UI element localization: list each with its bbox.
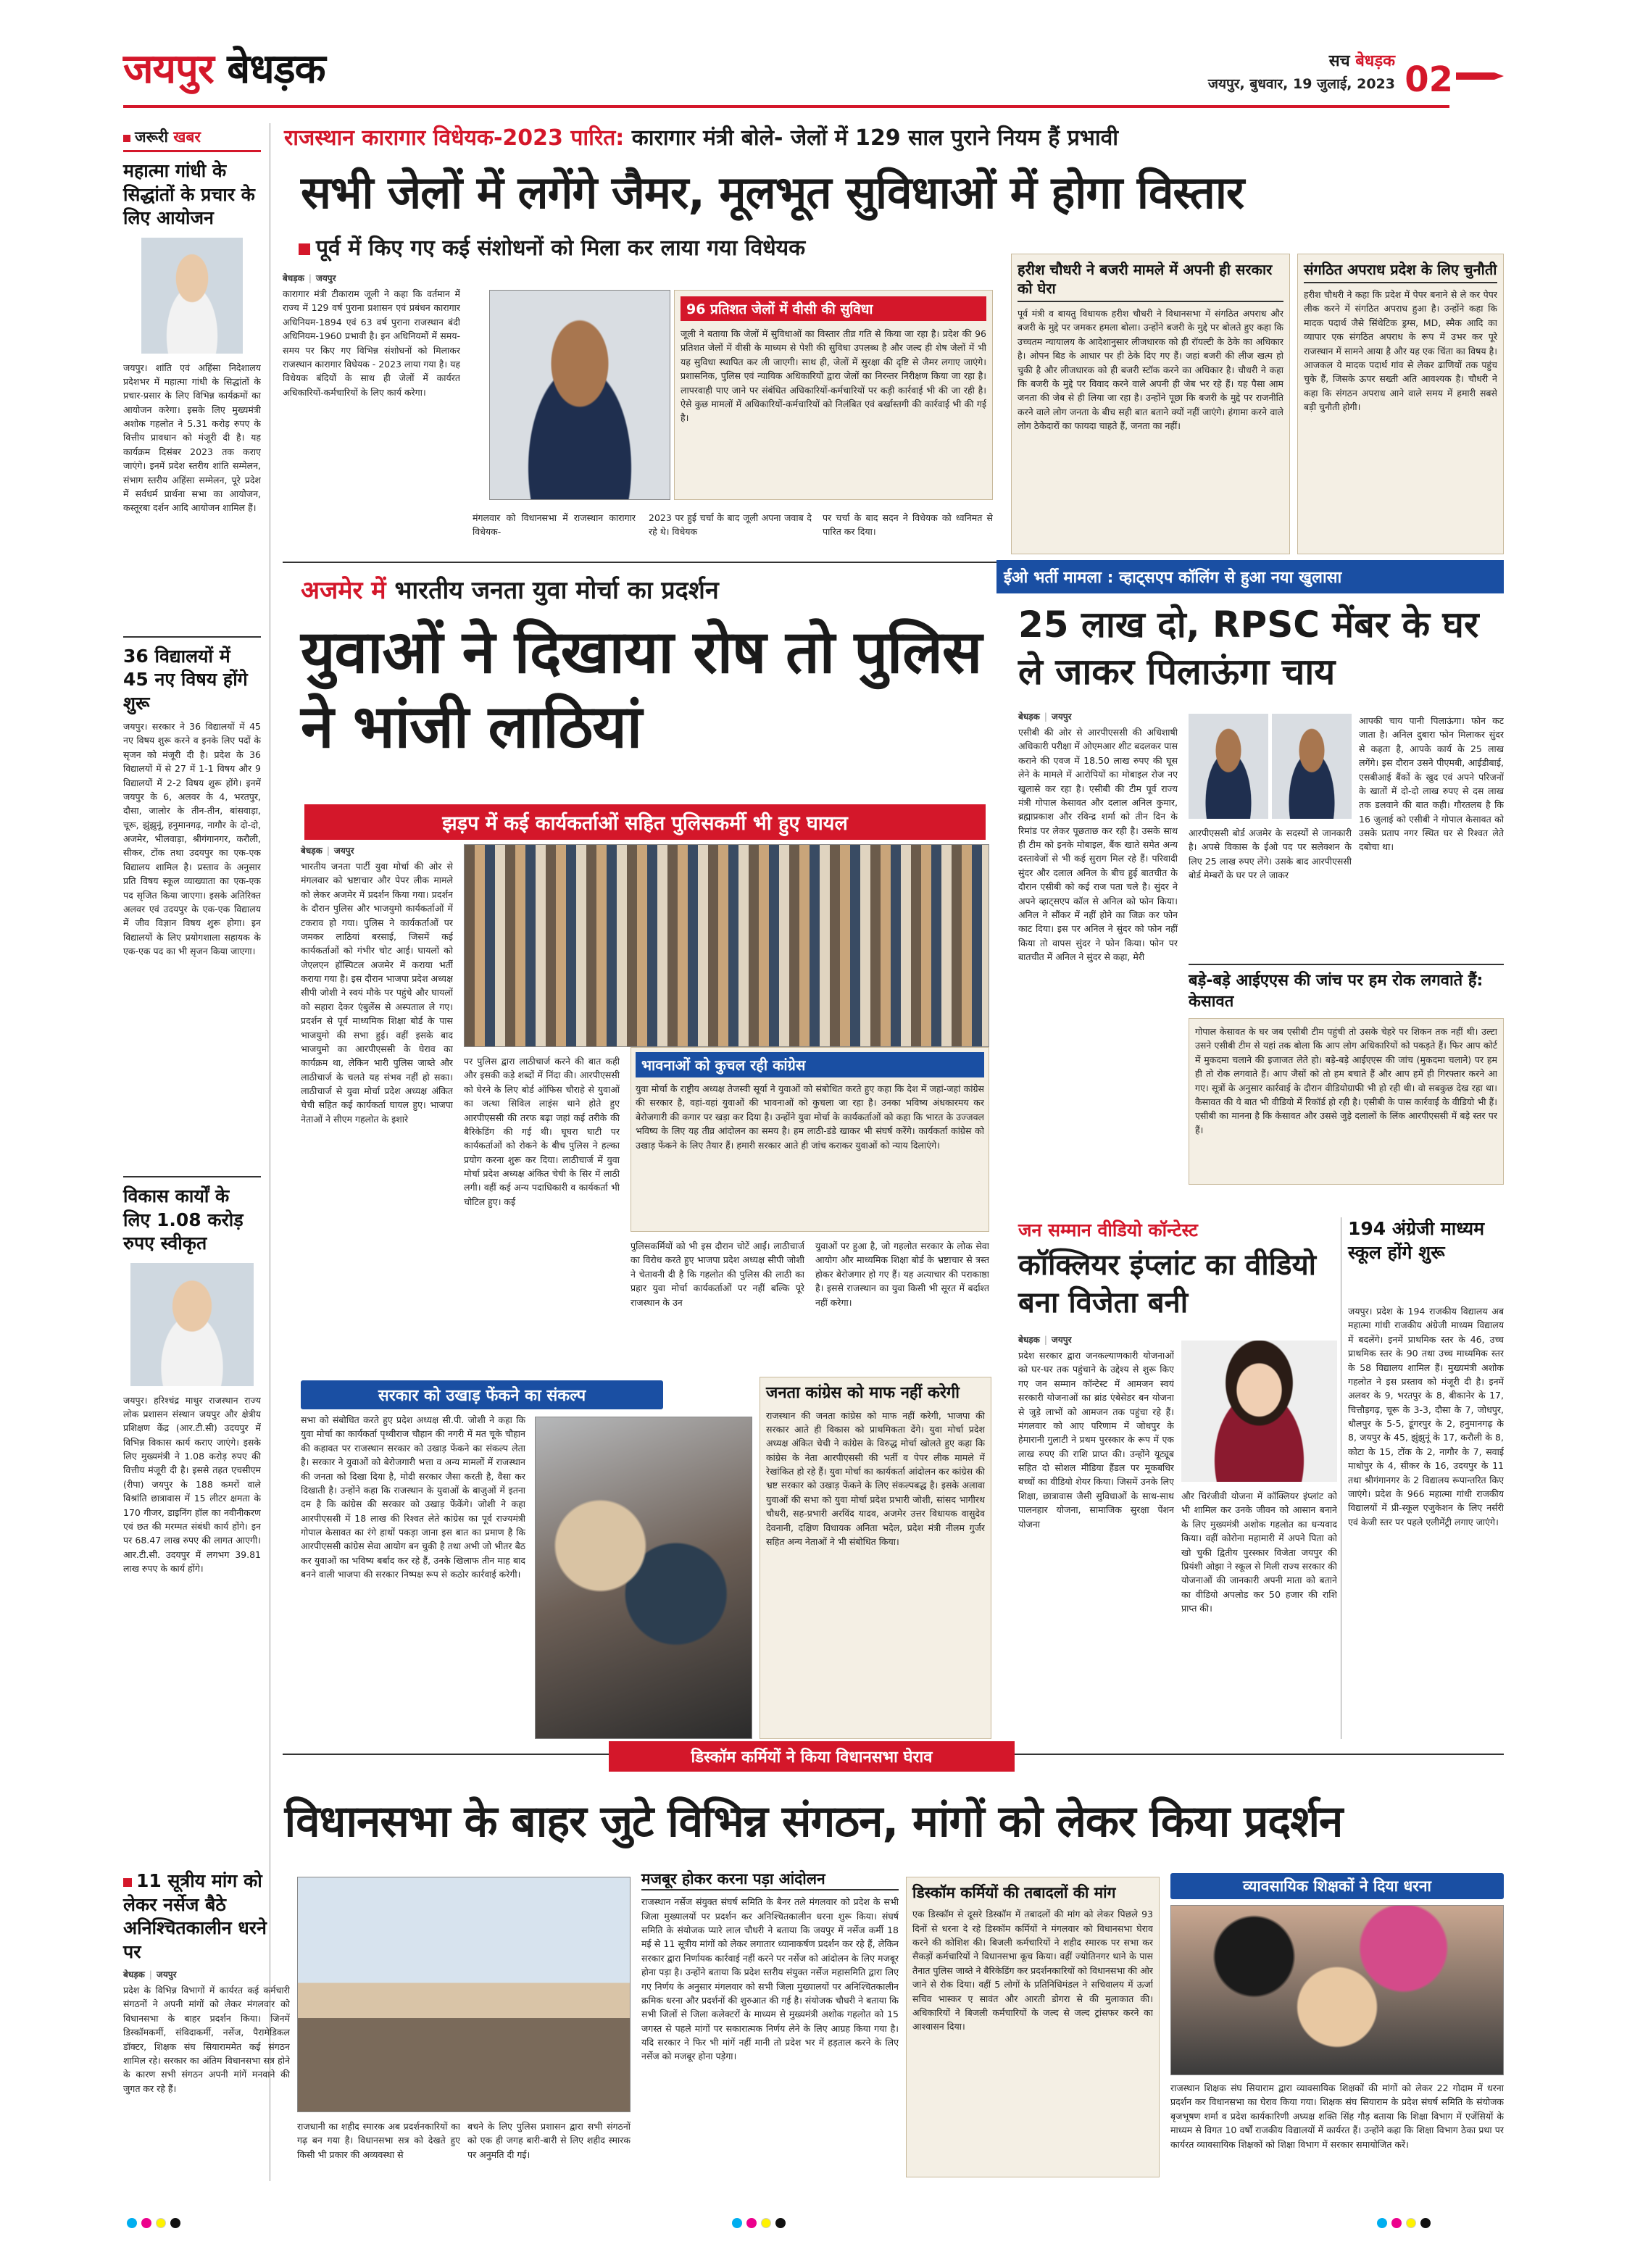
video-byline-a: बेधड़क: [1018, 1335, 1040, 1345]
vidhansabha-band: डिस्कॉम कर्मियों ने किया विधानसभा घेराव: [609, 1741, 1015, 1772]
english-schools-body: जयपुर। प्रदेश के 194 राजकीय विद्यालय अब महात्मा गांधी राजकीय अंग्रेजी माध्यम विद्यालय में बदलेंगे। इनमें प्राथमिक स्तर के 46, उच्च प्राथमिक स्तर के 90 तथा उच्च माध्यमिक स्तर के 58 विद्यालय शामिल हैं। मुख्यमंत्री अशोक गहलोत ने इस प्रस्ताव को मंजूरी दी है। इनमें अलवर के 9, भरतपुर के 8, बीकानेर के 17, चित्तौड़गढ़, चूरू के 3-3, दौसा के 7, जोधपुर, धौलपुर के 5-5, डूंगरपुर के 2, हनुमानगढ़ के 8, जयपुर के 45, झुंझुनूं के 17, करौली के 8, कोटा के 15, टोंक के 2, नागौर के 7, सवाई माधोपुर के 4, सीकर के 16, उदयपुर के 11 तथा श्रीगंगानगर के 2 विद्यालय रूपान्तरित किए जाएंगे। प्रदेश के 966 महात्मा गांधी राजकीय विद्यालयों में प्री-स्कूल एजुकेशन के लिए नर्सरी एवं केजी स्तर पर पहले एलीमेंट्री लगाए जाएंगे।: [1348, 1306, 1504, 1527]
lead-headline: सभी जेलों में लगेंगे जैमर, मूलभूत सुविधाओं में होगा विस्तार: [301, 166, 1244, 219]
lead-col2: मंगलवार को विधानसभा में राजस्थान कारागार विधेयक-: [473, 512, 636, 538]
brand-logo: [123, 40, 325, 95]
sidebar-story3-title: विकास कार्यों के लिए 1.08 करोड़ रुपए स्वीकृत: [123, 1185, 244, 1254]
nurses-box-body: राजस्थान नर्सेज संयुक्त संघर्ष समिति के बैनर तले मंगलवार को प्रदेश के सभी जिला मुख्यालयों पर प्रदर्शन कर अनिश्चितकालीन धरना शुरू किया। संघर्ष समिति के संयोजक प्यारे लाल चौधरी ने बताया कि जयपुर में नर्सेज कर्मी 18 मई से 11 सूत्रीय मांगों को लेकर लगातार ध्यानाकर्षण प्रदर्शन कर रहे हैं, लेकिन सरकार द्वारा निर्णायक कार्रवाई नहीं करने पर नर्सेज को आंदोलन के लिए मजबूर होना पड़ा है। उन्होंने बताया कि प्रदेश स्तरीय संयुक्त नर्सेज महासमिति द्वारा लिए गए निर्णय के अनुसार मंगलवार को सभी जिला मुख्यालयों पर अनिश्चितकालीन क्रमिक धरना और प्रदर्शनों की शुरुआत की गई है। संयोजक चौधरी ने बताया कि सभी जिलों से जिला कलेक्टरों के माध्यम से मुख्यमंत्री अशोक गहलोत को 15 जगस्त से पहले मांगों पर सकारात्मक निर्णय लेने के लिए आग्रह किया गया है। यदि सरकार ने फिर भी मांगें नहीं मानी तो प्रदेश भर में हड़ताल करने के लिए नर्सेज को मजबूर होना पड़ेगा।: [641, 1896, 899, 2062]
haresh-box: [1011, 254, 1290, 554]
teachers-box-body: राजस्थान शिक्षक संघ सियाराम द्वारा व्यावसायिक शिक्षकों की मांगों को लेकर 22 गोदाम में धरना प्रदर्शन कर विधानसभा का घेराव किया गया। शिक्षक संघ सियाराम के प्रदेश संघर्ष समिति के संयोजक बृजभूषण शर्मा व प्रदेश कार्यकारिणी अध्यक्ष शक्ति सिंह गौड़ बताया कि शिक्षा विभाग में एजेंसियों के माध्यम से विगत 10 वर्षों राजकीय विद्यालयों में कार्यरत हैं। उन्होंने कहा कि शिक्षा विभाग ठेका प्रथा पर कार्यरत व्यावसायिक शिक्षकों को शिक्षा विभाग में सरकार समायोजित करें।: [1170, 2083, 1504, 2150]
byline-sep: |: [308, 273, 312, 283]
kesavat-subhead-rule: [1189, 964, 1504, 965]
video-kicker: जन सम्मान वीडियो कॉन्टेस्ट: [1018, 1220, 1198, 1241]
video-col2: और चिरंजीवी योजना में कॉक्लियर इंप्लांट को भी शामिल कर उनके जीवन को आसान बनाने के लिए मुख्यमंत्री अशोक गहलोत का धन्यवाद किया। वहीं कोरोना महामारी में अपने पिता को खो चुकी द्वितीय पुरस्कार विजेता जयपुर की प्रियंशी ओझा ने स्कूल से मिली राज्य सरकार की योजनाओं की जानकारी अपनी माता को बताने का वीडियो अपलोड कर 50 हजार की राशि प्राप्त की।: [1181, 1491, 1337, 1614]
video-byline-b: जयपुर: [1051, 1335, 1072, 1345]
ajmer-headline: युवाओं ने दिखाया रोष तो पुलिस ने भांजी लाठियां: [301, 618, 982, 762]
winner-photo: [1181, 1341, 1337, 1482]
ajmer-byline: [301, 844, 453, 856]
vs-byline: [123, 1968, 290, 1980]
discom-box: [906, 1877, 1160, 2177]
ajmer-box: [631, 1047, 989, 1232]
jully-photo: [489, 290, 670, 500]
color-registration-left: [127, 2217, 185, 2231]
ajmer-kicker-a: अजमेर में: [301, 576, 386, 605]
ajmer-col2: पर पुलिस द्वारा लाठीचार्ज करने की बात कही और इसकी कड़े शब्दों में निंदा की। आरपीएससी को घेरने के लिए बोर्ड ऑफिस चौराहे से युवाओं का जत्था सिविल लाइंस थाने होते हुए आरपीएससी की तरफ बढ़ा जहां कई तरीके की बैरिकेडिंग की गई थी। घूघरा घाटी पर कार्यकर्ताओं को रोकने के बीच पुलिस ने हल्का प्रयोग करना शुरू कर दिया। लाठीचार्ज में युवा मोर्चा प्रदेश अध्यक्ष अंकित चेची के सिर में लाठी लगी। वहीं कई अन्य पदाधिकारी व कार्यकर्ता भी चोटिल हुए। कई: [464, 1056, 620, 1207]
rpsc-byline-b: जयपुर: [1051, 712, 1072, 722]
lead-byline-a: बेधड़क: [283, 273, 304, 283]
masthead-rule: [123, 105, 1449, 108]
video-col1-text: प्रदेश सरकार द्वारा जनकल्याणकारी योजनाओं को घर-घर तक पहुंचाने के उद्देश्य से शुरू किए गए जन सम्मान कॉन्टेस्ट में आमजन स्वयं सरकारी योजनाओं का ब्रांड एंबेसेडर बन योजना से जुड़े लाभों को आमजन तक पहुंचा रहे हैं। मंगलवार को आए परिणाम में जोधपुर के हेमारानी गुलाटी ने प्रथम पुरस्कार के रूप में एक लाख रुपए की राशि प्राप्त की। उन्होंने यूट्यूब सहित दो सोशल मीडिया हैंडल पर मूकबधिर बच्चों का वीडियो शेयर किया। जिसमें उनके लिए शिक्षा, छात्रावास जैसी सुविधाओं के साथ-साथ पालनहार योजना, सामाजिक सुरक्षा पेंशन योजना: [1018, 1350, 1174, 1530]
rpsc-band: ईओ भर्ती मामला : व्हाट्सएप कॉलिंग से हुआ नया खुलासा: [996, 560, 1504, 593]
sidebar-label: [123, 127, 261, 152]
sidebar-story3-body: जयपुर। हरिश्चंद्र माथुर राजस्थान राज्य लोक प्रशासन संस्थान जयपुर और क्षेत्रीय प्रशिक्षण केंद्र (आर.टी.सी) उदयपुर में विभिन्न विकास कार्य कराए जाएंगे। इसके लिए मुख्यमंत्री ने 1.08 करोड़ रुपए की वित्तीय मंजूरी दी है। इससे तहत एचसीएम (रीपा) जयपुर के 188 कमरों वाले विश्रांति छात्रावास में 15 लीटर क्षमता के 170 गीजर, डाइनिंग हॉल का नवीनीकरण एवं छत की मरम्मत संबंधी कार्य होंगे। इन पर 68.47 लाख रुपए की लागत आएगी। आर.टी.सी. उदयपुर में लगभग 39.81 लाख रुपए के कार्य होंगे।: [123, 1394, 261, 1574]
lead-byline: [283, 272, 460, 284]
teachers-box-title: व्यावसायिक शिक्षकों ने दिया धरना: [1170, 1873, 1504, 1899]
lead-box-body: जूली ने बताया कि जेलों में सुविधाओं का विस्तार तीव्र गति से किया जा रहा है। प्रदेश की 96 प्रतिशत जेलों में वीसी के माध्यम से पेशी की सुविधा उपलब्ध है और जल्द ही शेष जेलों में भी यह सुविधा स्थापित कर ली जाएगी। साथ ही, जेलों में सुरक्षा की दृष्टि से जैमर लगाए जाएंगे। प्रशासनिक, पुलिस एवं न्यायिक अधिकारियों द्वारा जेलों का निरन्तर निरीक्षण किया जा रहा है। लापरवाही पाए जाने पर संबंधित अधिकारियों-कर्मचारियों पर कड़ी कार्रवाई भी की जा रही है। ऐसे कुछ मामलों में अधिकारियों-कर्मचारियों को निलंबित एवं बर्खास्तगी की कार्रवाई भी की गई है।: [681, 328, 986, 424]
lead-kicker: [284, 122, 1502, 151]
accused-photo-2: [1272, 714, 1352, 819]
nurses-col: [123, 1869, 290, 2174]
ajmer-box-body: युवा मोर्चा के राष्ट्रीय अध्यक्ष तेजस्वी सूर्या ने युवाओं को संबोधित करते हुए कहा कि देश में जहां-जहां कांग्रेस की सरकार है, वहां-वहां युवाओं की भावनाओं को कुचला जा रहा है। उनका भविष्य अंधकारमय कर बेरोजगारी की कगार पर खड़ा कर दिया है। उन्होंने युवा मोर्चा के कार्यकर्ताओं को कहा कि भारत के उज्जवल भविष्य के लिए यह तीव्र आंदोलन का समय है। हम लाठी-डंडे खाकर भी संघर्ष करेंगे। कार्यकर्ता कांग्रेस को उखाड़ फेंकने के लिए तैयार हैं। हमारी सरकार आते ही जांच कराकर युवाओं को न्याय दिलाएंगे।: [636, 1083, 984, 1151]
vidhansabha-headline: विधानसभा के बाहर जुटे विभिन्न संगठन, मांगों को लेकर किया प्रदर्शन: [284, 1796, 1343, 1847]
discom-box-body: एक डिस्कॉम से दूसरे डिस्कॉम में तबादलों की मांग को लेकर पिछले 93 दिनों से धरना दे रहे डिस्कॉम कर्मियों ने मंगलवार को विधानसभा घेराव करने की कोशिश की। बिजली कर्मचारियों ने शहीद स्मारक पर सभा कर सैकड़ों कर्मचारियों ने विधानसभा कूच किया। वहीं ज्योतिनगर थाने के पास तैनात पुलिस जाब्ते ने बैरिकेडिंग कर प्रदर्शनकारियों को विधानसभा की ओर जाने से रोक दिया। वहीं 5 लोगों के प्रतिनिधिमंडल ने सचिवालय में ऊर्जा सचिव भास्कर ए सावंत और आरती डोगरा से की मुलाकात की। अधिकारियों ने बिजली कर्मचारियों के जल्द से जल्द ट्रांसफर करने का आश्वासन दिया।: [912, 1909, 1153, 2033]
lead-deck-text: पूर्व में किए गए कई संशोधनों को मिला कर लाया गया विधेयक: [316, 235, 806, 261]
ajmer-col1-text: भारतीय जनता पार्टी युवा मोर्चा की ओर से मंगलवार को भ्रष्टाचार और पेपर लीक मामले को लेकर अजमेर में प्रदर्शन किया गया। प्रदर्शन के दौरान पुलिस और भाजयुमो कार्यकर्ताओं में टकराव हो गया। पुलिस ने कार्यकर्ताओं पर जमकर लाठियां बरसाई, जिसमें कई कार्यकर्ताओं को गंभीर चोट आई। घायलों को जेएलएन हॉस्पिटल अजमेर में कराया भर्ती कराया गया है। इस दौरान भाजपा प्रदेश अध्यक्ष सीपी जोशी ने स्वयं मौके पर पहुंचे और घायलों को सहारा देकर एंबुलेंस से अस्पताल ले गए। प्रदर्शन से पूर्व माध्यमिक शिक्षा बोर्ड के पास भाजयुमो की सभा हुई। वहीं इसके बाद भाजयुमो का आरपीएससी के घेराव का कार्यक्रम था, लेकिन भारी पुलिस जाब्ते और लाठीचार्ज के चलते यह संभव नहीं हो सका। लाठीचार्ज से युवा मोर्चा प्रदेश अध्यक्ष अंकित चेची सहित कई कार्यकर्ता घायल हुए। भाजपा नेताओं ने सीएम गहलोत के इशारे: [301, 861, 453, 1125]
byline-sep: |: [149, 1969, 152, 1980]
video-byline: [1018, 1333, 1174, 1346]
english-schools-title: 194 अंग्रेजी माध्यम स्कूल होंगे शुरू: [1348, 1218, 1485, 1263]
lathi-charge-photo: [464, 844, 989, 1047]
rpsc-col2: आपकी चाय पानी पिलाऊंगा। फोन कट जाता है। अनिल दुबारा फोन मिलाकर सुंदर से कहता है, आपके कार्य के 25 लाख लगेंगे। इस दौरान उसने पीएमबी, आईडीबाई, एसबीआई बैंकों के खुद एवं अपने परिजनों के खातों में दो-दो लाख रुपए से दस लाख तक डलवाने की बात कही। गौरतलब है कि 16 जुलाई को एसीबी ने गोपाल केसावत को उसके प्रताप नगर स्थित घर से रिश्वत लेते दबोचा था।: [1359, 715, 1504, 853]
masthead-tag-b: बेधड़क: [1355, 52, 1395, 70]
brand-logo-a: जयपुर: [123, 46, 214, 93]
video-headline: कॉक्लियर इंप्लांट का वीडियो बना विजेता बनी: [1018, 1248, 1317, 1319]
vs-col3: बचने के लिए पुलिस प्रशासन द्वारा सभी संगठनों को एक ही जगह बारी-बारी से लिए शहीद स्मारक पर अनुमति दी गई।: [467, 2121, 631, 2160]
lead-deck: [299, 232, 1023, 262]
color-registration-center: [732, 2217, 790, 2231]
sidebar-label-b: खबर: [173, 128, 201, 146]
nurses-box: [641, 1869, 899, 2177]
kesavat-box: [1189, 1018, 1504, 1185]
ajmer-col4: युवाओं पर हुआ है, जो गहलोत सरकार के लोक सेवा आयोग और माध्यमिक शिक्षा बोर्ड के भ्रष्टाचार से त्रस्त होकर बेरोजगार हो गए हैं। यह अत्याचार की पराकाष्ठा है। इससे राजस्थान का युवा किसी भी सूरत में बर्दाश्त नहीं करेगा।: [815, 1241, 989, 1308]
lead-col3: 2023 पर हुई चर्चा के बाद जूली अपना जवाब दे रहे थे। विधेयक: [649, 512, 812, 538]
sidebar-story2-title: 36 विद्यालयों में 45 नए विषय होंगे शुरू: [123, 645, 248, 714]
kesavat-body: गोपाल केसावत के घर जब एसीबी टीम पहुंची तो उसके चेहरे पर शिकन तक नहीं थी। उल्टा उसने एसीबी टीम से यहां तक बोला कि आप लोग अधिकारियों को पकड़ते हैं। फिर आप कोर्ट में मुकदमा चलाने की इजाजत लेते हो। बड़े-बड़े आईएएस की जांच (मुकदमा चलाने) पर हम ही तो रोक लगवाते हैं। आप जैसों को तो हम बचाते हैं और आप हमें ही गिरफ्तार करने आ गए। सूत्रों के अनुसार कार्रवाई के दौरान वीडियोग्राफी भी हो रही थी। वो सबकुछ देख रहा था। कैसावत की ये बात भी वीडियो में रिकॉर्ड हो रही है। एसीबी के पास कार्रवाई के वीडियो भी हैं। एसीबी का मानना है कि केसावत और उससे जुड़े दलालों के लिंक आरपीएससी में बड़े स्तर पर हैं।: [1195, 1026, 1497, 1135]
vs-col1-text: प्रदेश के विभिन्न विभागों में कार्यरत कई कर्मचारी संगठनों ने अपनी मांगों को लेकर मंगलवार को विधानसभा के बाहर प्रदर्शन किया। जिनमें डिस्कॉमकर्मी, संविदाकर्मी, नर्सेज, पैरामेडिकल डॉक्टर, शिक्षक संघ सियाराममेत कई संगठन शामिल रहे। सरकार का अंतिम विधानसभा सत्र होने के कारण सभी संगठन अपनी मांगें मनवाने की जुगत कर रहे हैं।: [123, 1985, 290, 2094]
byline-sep: |: [326, 846, 330, 856]
masthead: [123, 36, 1504, 116]
gehlot-portrait: [130, 1263, 254, 1386]
rpsc-caption: आरपीएससी बोर्ड अजमेर के सदस्यों से जानकारी है। अपसे विकास के ईओ पद पर सलेक्शन के लिए 25 लाख रुपए लेंगे। उसके बाद आरपीएससी बोर्ड मेम्बरों के घर पर ले जाकर: [1189, 827, 1352, 881]
discom-box-title: डिस्कॉम कर्मियों की तबादलों की मांग: [912, 1884, 1116, 1901]
sidebar-story2-body: जयपुर। सरकार ने 36 विद्यालयों में 45 नए विषय शुरू करने व इनके लिए पदों के सृजन को मंजूरी दी है। प्रदेश के 36 विद्यालयों में से 27 में 1-1 विषय और 9 विद्यालयों में 2-2 विषय शुरू होंगे। इनमें जयपुर के 6, अलवर के 4, भरतपुर, दौसा, जालोर के तीन-तीन, बांसवाड़ा, चूरू, झुंझुनूं, हनुमानगढ़, नागौर के दो-दो, अजमेर, भीलवाड़ा, श्रीगंगानगर, करौली, सीकर, टोंक तथा उदयपुर का एक-एक विद्यालय शामिल है। प्रस्ताव के अनुसार प्रति विषय स्कूल व्याख्याता का एक-एक पद सृजित किया जाएगा। इसके अतिरिक्त अलवर एवं उदयपुर के एक-एक विद्यालय में जीव विज्ञान विषय शुरू होगा। इन विद्यालयों के लिए प्रयोगशाला सहायक के एक-एक पद का भी सृजन किया जाएगा।: [123, 721, 261, 956]
gandhi-portrait: [141, 238, 243, 354]
nurses-square-icon: [123, 1878, 132, 1887]
ajmer-band: झड़प में कई कार्यकर्ताओं सहित पुलिसकर्मी भी हुए घायल: [304, 804, 986, 840]
sidebar-label-a: जरूरी: [135, 128, 168, 146]
pen-nib-icon: [1456, 72, 1504, 80]
ajmer-byline-a: बेधड़क: [301, 846, 323, 856]
sidebar-label-dot: [123, 135, 130, 142]
teachers-photo: [1170, 1905, 1504, 2075]
rpsc-col1: [1018, 710, 1178, 1246]
nurses-title-text: 11 सूत्रीय मांग को लेकर नर्सेज बैठे अनिश्चितकालीन धरने पर: [123, 1870, 267, 1962]
rpsc-col1-text: एसीबी की ओर से आरपीएससी की अधिशाषी अधिकारी परीक्षा में ओएमआर शीट बदलकर पास कराने की एवज में 18.50 लाख रुपए की घूस लेने के मामले में आरोपियों का मोबाइल रोज नए खुलासे कर रहा है। एसीबी की टीम पूर्व राज्य मंत्री गोपाल केसावत और दलाल अनिल कुमार, ब्रह्माप्रकाश और रविन्द्र शर्मा को तीन दिन के रिमांड पर लेकर पूछताछ कर रही है। उसके साथ ही टीम को इनके मोबाइल, बैंक खाते समेत अन्य दस्तावेजों से भी कई सुराग मिल रहे हैं। परिवादी सुंदर और दलाल अनिल के बीच हुई बातचीत के दौरान एसीबी को कई राज पता चले है। सुंदर ने अपने व्हाट्सएप कॉल से अनिल को फोन किया। अनिल ने सौंकर में नहीं होने का जिक्र कर फोन काट दिया। इस पर अनिल ने सुंदर को फोन नहीं किया तो वापस सुंदर ने फोन किया। फोन पर बातचीत में अनिल ने सुंदर से कहा, मेरी: [1018, 727, 1178, 962]
video-col1: [1018, 1333, 1174, 1739]
shaheed-smarak-photo: [297, 1877, 631, 2112]
lead-kicker-a: राजस्थान कारागार विधेयक-2023 पारित:: [284, 125, 625, 151]
kesavat-subhead: बड़े-बड़े आईएएस की जांच पर हम रोक लगवाते हैं: केसावत: [1189, 972, 1484, 1011]
ajmer-box2: [760, 1377, 991, 1739]
vs-byline-a: बेधड़क: [123, 1969, 145, 1980]
haresh-title: हरीश चौधरी ने बजरी मामले में अपनी ही सरकार को घेरा: [1018, 260, 1283, 302]
page-number: 02: [1405, 59, 1453, 100]
ajmer-kicker-b: भारतीय जनता युवा मोर्चा का प्रदर्शन: [394, 576, 719, 605]
rpsc-headline: 25 लाख दो, RPSC मेंबर के घर ले जाकर पिलाऊंगा चाय: [1018, 604, 1479, 693]
ajmer-box2-title: जनता कांग्रेस को माफ नहीं करेगी: [766, 1384, 960, 1402]
lead-box: [674, 290, 993, 500]
vs-byline-b: जयपुर: [156, 1969, 177, 1980]
ajmer-box-title: भावनाओं को कुचल रही कांग्रेस: [636, 1052, 984, 1077]
byline-sep: |: [1044, 712, 1047, 722]
nurses-title: [123, 1869, 290, 1964]
ajmer-box2-body: राजस्थान की जनता कांग्रेस को माफ नहीं करेगी, भाजपा की सरकार आते ही विकास को प्राथमिकता देंगे। युवा मोर्चा प्रदेश अध्यक्ष अंकित चेची ने कांग्रेस के विरुद्ध मोर्चा खोलते हुए कहा कि कांग्रेस के नेता आरपीएससी की भर्ती व पेपर लीक मामले में रेखांकित हो रहे हैं। युवा मोर्चा का कार्यकर्ता आंदोलन कर कांग्रेस की भ्रष्ट सरकार को उखाड़ फेंकने के लिए संकल्पबद्ध है। इसके अलावा युवाओं की सभा को युवा मोर्चा प्रदेश प्रभारी जोशी, सांसद भागीरथ चौधरी, सह-प्रभारी अरविंद यादव, अजमेर उत्तर विधायक वासुदेव देवनानी, दक्षिण विधायक अनिता भदेल, प्रदेश मंत्री नीलम गुर्जर सहित अन्य नेताओं ने भी संबोधित किया।: [766, 1409, 985, 1547]
rpsc-byline-a: बेधड़क: [1018, 712, 1040, 722]
deck-square-icon: [299, 243, 310, 255]
sidebar-divider: [123, 636, 261, 638]
rpsc-byline: [1018, 710, 1178, 722]
crime-body: हरीश चौधरी ने कहा कि प्रदेश में पेपर बनाने से ले कर पेपर लीक करने में संगठित अपराध हुआ है। उन्होंने कहा कि मादक पदार्थ जैसे सिंथेटिक ड्रग्स, MD, स्मैक आदि का व्यापार एक संगठित अपराध के रूप में उभर कर पूरे राजस्थान में सामने आया है और यह एक चिंता का विषय है। आजकल ये मादक पदार्थ गांव से लेकर ढाणियों तक पहुंच चुके हैं, जिसके ऊपर सख्ती अति आवश्यक है। चौधरी ने कहा कि संगठन अपराध आने वाले समय में हमारी सबसे बड़ी चुनौती होगी।: [1304, 289, 1497, 412]
lead-box-title: 96 प्रतिशत जेलों में वीसी की सुविधा: [681, 296, 986, 321]
ajmer-kicker: [301, 572, 989, 606]
ajmer-col3: पुलिसकर्मियों को भी इस दौरान चोटें आईं। लाठीचार्ज का विरोध करते हुए भाजपा प्रदेश अध्यक्ष सीपी जोशी ने चेतावनी दी है कि गहलोत की पुलिस की लाठी का प्रहार युवा मोर्चा कार्यकर्ताओं पर नहीं बल्कि पूरे राजस्थान के उन: [631, 1241, 804, 1308]
lead-col4: पर चर्चा के बाद सदन ने विधेयक को ध्वनिमत से पारित कर दिया।: [823, 512, 993, 538]
sidebar-divider: [123, 1176, 261, 1177]
resolve-band: सरकार को उखाड़ फेंकने का संकल्प: [301, 1380, 663, 1409]
lead-byline-b: जयपुर: [315, 273, 336, 283]
lead-col1: [283, 272, 460, 554]
masthead-tagline: [1329, 49, 1395, 71]
resolve-body: सभा को संबोधित करते हुए प्रदेश अध्यक्ष सी.पी. जोशी ने कहा कि युवा मोर्चा का कार्यकर्ता पृथ्वीराज चौहान की नगरी में मत चूके चौहान की कहावत पर राजस्थान सरकार को उखाड़ फेंकने का संकल्प लेता है। सरकार ने युवाओं को बेरोजगारी भत्ता व अन्य मामलों में राजस्थान की जनता को दिखा दिया है, मोदी सरकार जैसा करती है, वैसा कर दिखाती है। उन्होंने कहा कि राजस्थान के युवाओं के बाजुओं में इतना दम है कि कांग्रेस की सरकार को उखाड़ फेंकेंगे। जोशी ने कहा आरपीएससी में 18 लाख की रिश्वत लेते कांग्रेस का पूर्व राज्यमंत्री गोपाल केसावत का रंगे हाथों पकड़ा जाना इस बात का प्रमाण है कि आरपीएससी कांग्रेस सेवा आयोग बन चुकी है तथा अभी जो भीतर बैठ कर युवाओं का भविष्य बर्बाद कर रहे हैं, उनके खिलाफ तीन माह बाद बनने वाली भाजपा की सरकार निष्पक्ष रूप से कठोर कार्रवाई करेगी।: [301, 1414, 525, 1580]
sidebar-story1-title: महात्मा गांधी के सिद्धांतों के प्रचार के लिए आयोजन: [123, 160, 255, 228]
masthead-dateline: जयपुर, बुधवार, 19 जुलाई, 2023: [1207, 76, 1395, 92]
rally-photo: [535, 1417, 752, 1739]
lead-kicker-b: कारागार मंत्री बोले- जेलों में 129 साल पुराने नियम हैं प्रभावी: [631, 125, 1119, 151]
nurses-box-title: मजबूर होकर करना पड़ा आंदोलन: [641, 1869, 899, 1890]
vs-col2: राजधानी का शहीद स्मारक अब प्रदर्शनकारियों का गढ़ बन गया है। विधानसभा सत्र को देखते हुए किसी भी प्रकार की अव्यवस्था से: [297, 2121, 460, 2160]
ajmer-col1: [301, 844, 453, 1279]
sidebar-story1-body: जयपुर। शांति एवं अहिंसा निदेशालय प्रदेशभर में महात्मा गांधी के सिद्धांतों के प्रचार-प्रसार के लिए विभिन्न कार्यक्रमों का आयोजन करेगा। इसके लिए मुख्यमंत्री अशोक गहलोत ने 5.31 करोड़ रुपए के वित्तीय प्रावधान को मंजूरी दी है। यह कार्यक्रम दिसंबर 2023 तक कराए जाएंगे। इनमें प्रदेश स्तरीय शांति सम्मेलन, संभाग स्तरीय अहिंसा सम्मेलन, पूरे प्रदेश में सर्वधर्म प्रार्थना सभा का आयोजन, कस्तूरबा दर्शन आदि आयोजन शामिल हैं।: [123, 362, 261, 514]
masthead-tag-a: सच: [1328, 52, 1350, 70]
haresh-body: पूर्व मंत्री व बायतु विधायक हरीश चौधरी ने विधानसभा में संगठित अपराध और बजरी के मुद्दे पर जमकर हमला बोला। उन्होंने बजरी के मुद्दे पर बोलते हुए कहा कि उच्चतम न्यायालय के आदेशानुसार लीजधारक को ही रॉयल्टी के ठेके का अधिकार है। ओपन बिड के आधार पर ही ठेके दिए गए हैं। जहां बजरी की लीज खत्म हो चुकी है और लीजधारक को ही बजरी स्टॉक करने का अधिकार है। चौधरी ने कहा कि बजरी के मुद्दे पर विवाद करने वाले अपनी ही जेब भर रहे हैं। यह पैसा आम जनता की जेब से ही लिया जा रहा है। उन्होंने पूछा कि बजरी के मुद्दे पर राजनीति करने वाले लोग जनता के बीच सही बात बताने क्यों नहीं जाएंगे। हंगामा करने वाले लोग ठेकेदारों का फायदा चाहते हैं, जनता का नहीं।: [1018, 308, 1283, 431]
color-registration-right: [1377, 2217, 1435, 2231]
crime-title: संगठित अपराध प्रदेश के लिए चुनौती: [1304, 260, 1497, 283]
accused-photo-1: [1189, 714, 1268, 819]
crime-box: [1297, 254, 1504, 554]
brand-logo-b: बेधड़क: [227, 46, 325, 93]
lead-col1-text: कारागार मंत्री टीकाराम जूली ने कहा कि वर्तमान में राज्य में 129 वर्ष पुराना प्रशासन एवं प्रबंधन कारागार अधिनियम-1894 एवं 63 वर्ष पुराना राजस्थान बंदी अधिनियम-1960 प्रभावी है। इन अधिनियमों में समय-समय पर किए गए विभिन्न संशोधनों को मिलाकर राजस्थान कारागार विधेयक - 2023 लाया गया है। यह विधेयक बंदियों के साथ ही जेलों में कार्यरत अधिकारियों-कर्मचारियों के लिए कार्य करेगा।: [283, 288, 460, 398]
teachers-box: [1170, 1873, 1504, 2177]
ajmer-byline-b: जयपुर: [333, 846, 354, 856]
byline-sep: |: [1044, 1335, 1047, 1345]
